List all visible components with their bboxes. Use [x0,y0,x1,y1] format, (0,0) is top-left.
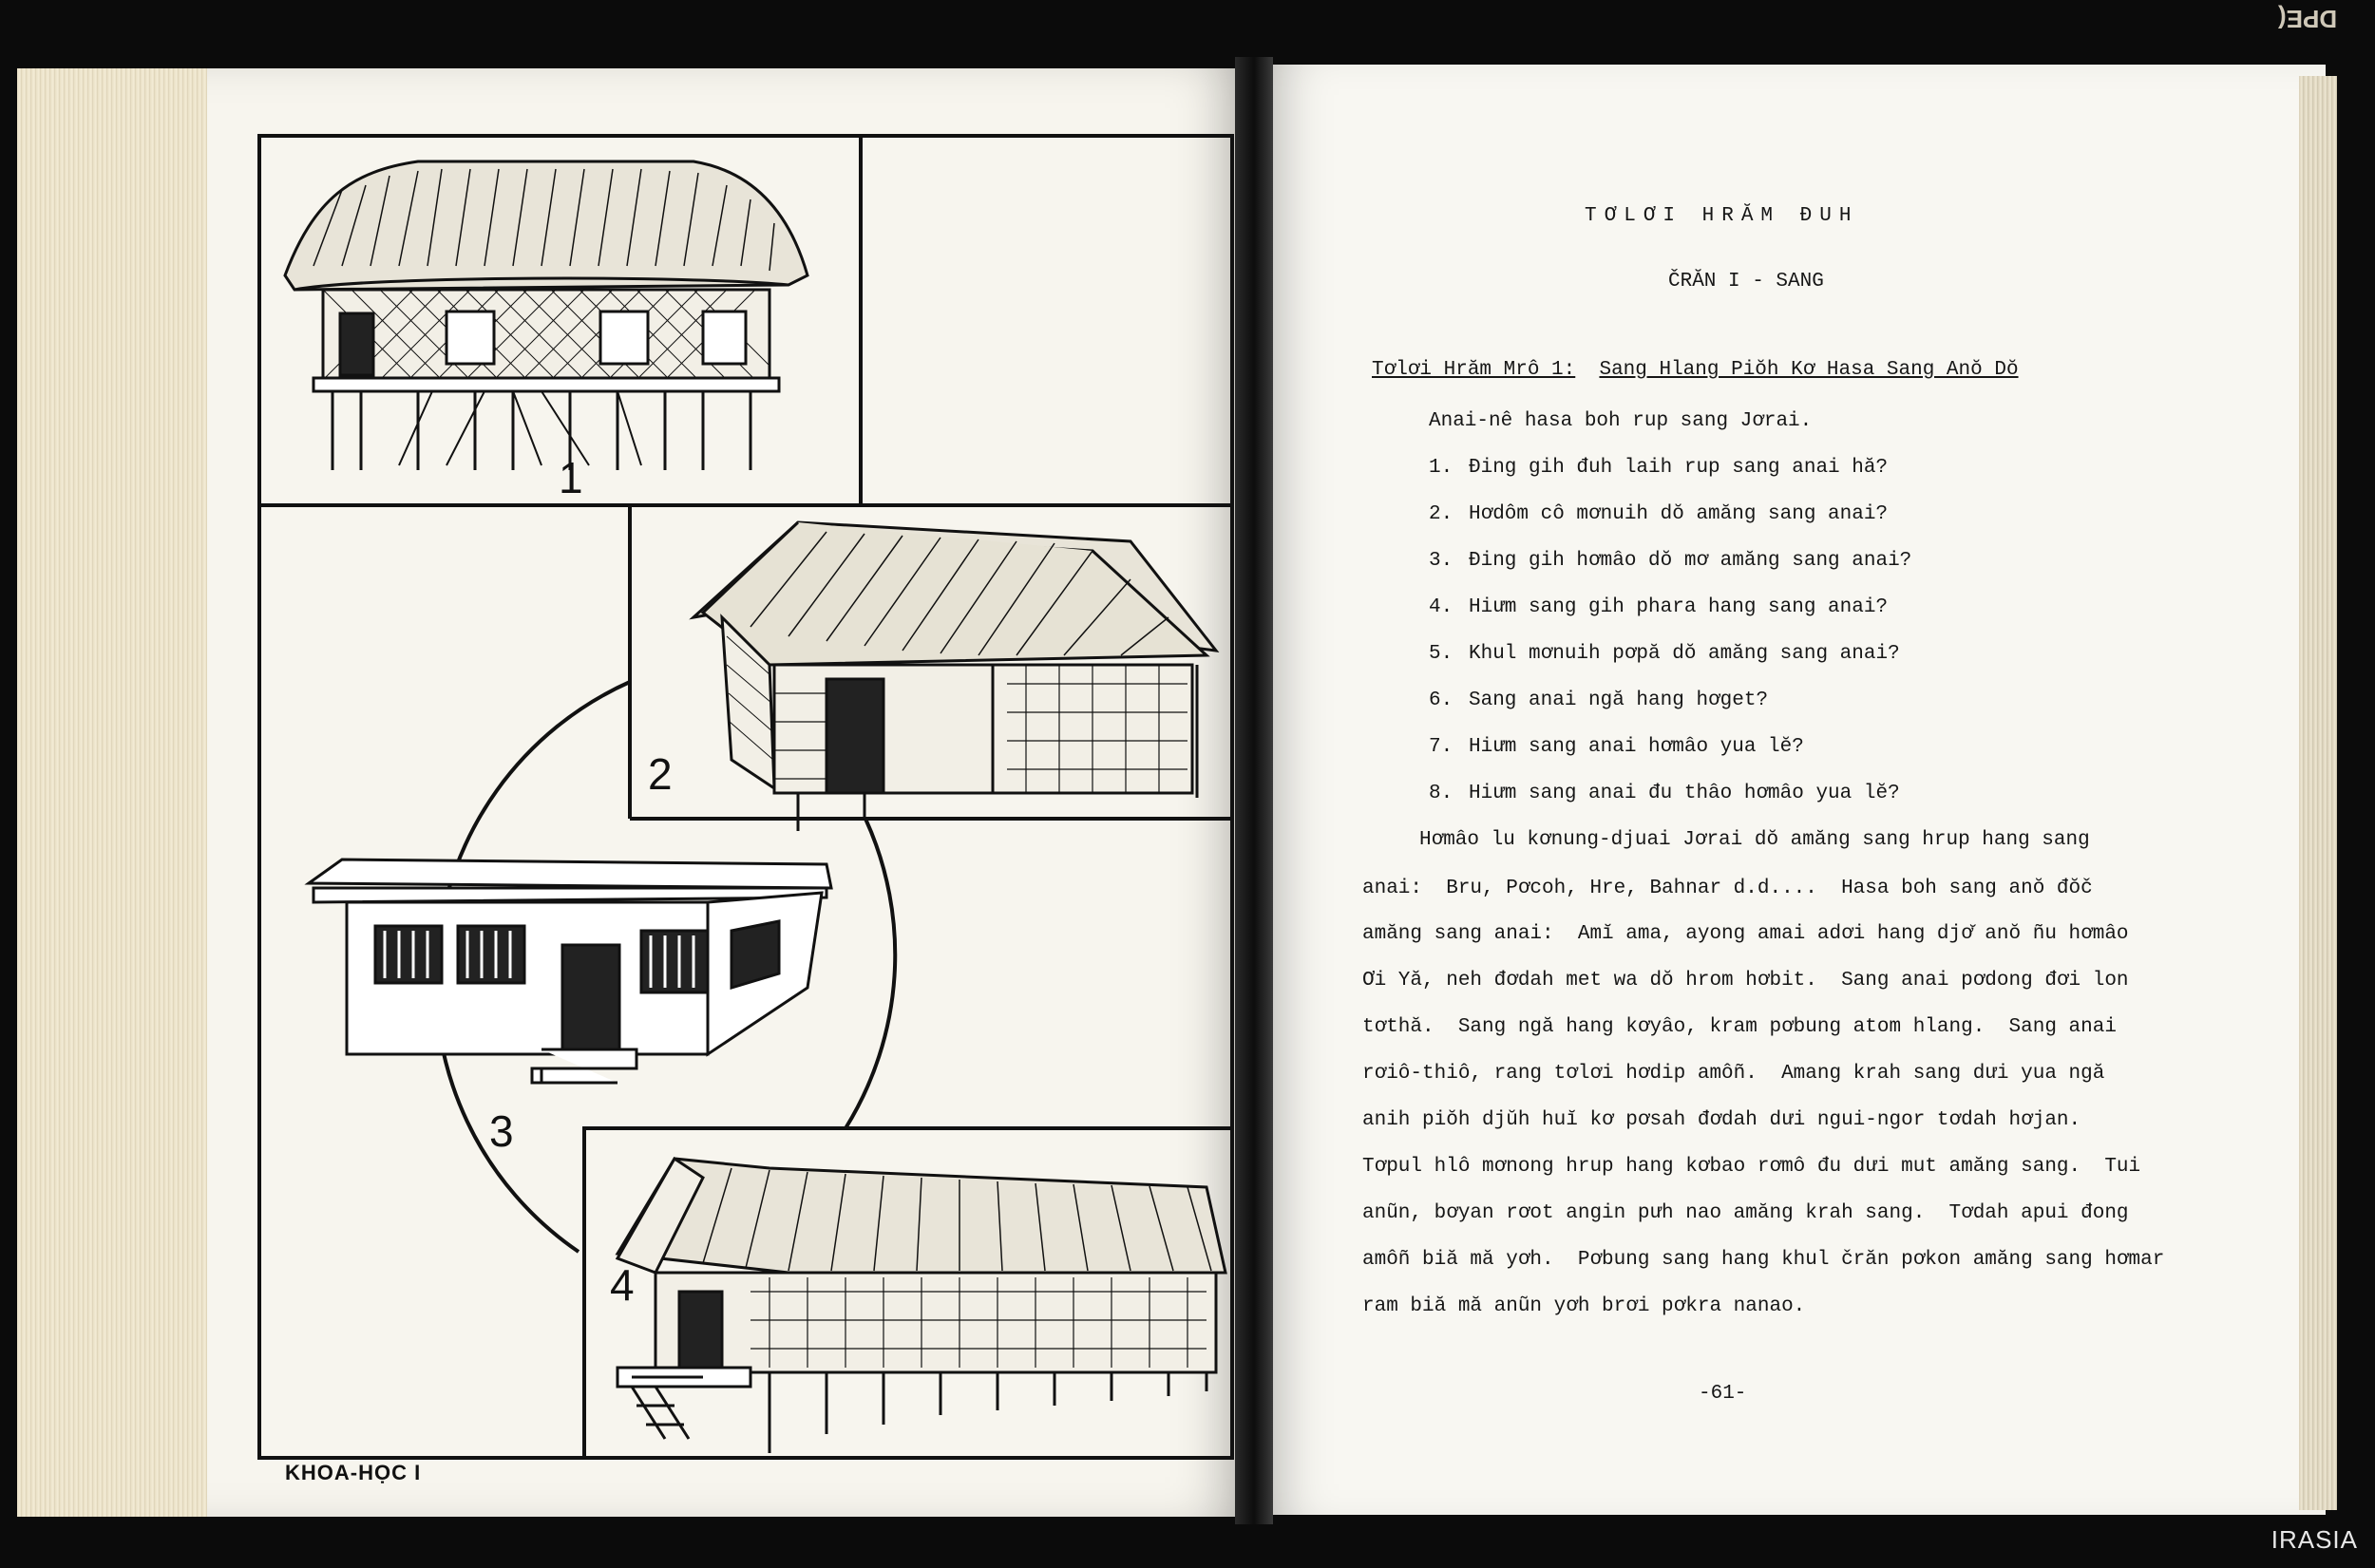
question-text: Hiưm sang anai hơmâo yua lĕ? [1469,736,1804,758]
question-number: 4. [1429,596,1454,618]
chapter-subtitle: ČRĂN I - SANG [1668,271,1824,293]
house-3-drawing [309,860,831,1083]
paragraph-line-7: anih piŏh djŭh huĭ kơ pơsah đơdah dưi ngui-ngor tơdah hơjan. [1362,1109,2081,1131]
question-text: Khul mơnuih pơpă dŏ amăng sang anai? [1469,643,1900,665]
figure-number-4: 4 [610,1260,635,1310]
right-page-edges [2299,76,2337,1510]
question-number: 8. [1429,783,1454,804]
paragraph-line-4: Ơi Yă, neh đơdah met wa dŏ hrom hơbit. Sang anai pơdong đơi lon [1362,970,2129,992]
house-1-drawing [285,161,808,470]
left-page-edges [17,68,207,1517]
watermark: IRASIA [2270,1525,2358,1554]
paragraph-line-2: anai: Bru, Pơcoh, Hre, Bahnar d.d.... Hasa boh sang anŏ đŏč [1362,878,2093,899]
question-5 [1429,643,1900,665]
figure-number-2: 2 [648,749,673,799]
figure-number-3: 3 [489,1106,514,1156]
intro-line: Anai-nê hasa boh rup sang Jơrai. [1429,410,1813,432]
paragraph-line-9: anũn, bơyan rơot angin pưh nao amăng krah sang. Tơdah apui đong [1362,1202,2129,1224]
paragraph-line-6: rơiô-thiô, rang tơlơi hơdip amôñ. Amang krah sang dưi yua ngă [1362,1063,2105,1085]
panel-frame [256,133,1235,1463]
question-3 [1429,550,1911,572]
series-label: KHOA-HỌC I [285,1461,422,1484]
question-number: 5. [1429,643,1454,665]
question-6 [1429,690,1768,711]
corner-text: DPE( [2277,5,2337,33]
paragraph-line-11: ram biă mă anũn yơh brơi pơkra nanao. [1362,1295,1806,1317]
question-7 [1429,736,1804,758]
lesson-heading [1372,359,2019,381]
question-text: Hơdôm cô mơnuih dŏ amăng sang anai? [1469,503,1889,525]
question-text: Sang anai ngă hang hơget? [1469,690,1769,711]
question-1 [1429,457,1888,479]
page-number: -61- [1699,1383,1747,1405]
house-illustration-panel [256,133,1235,1463]
paragraph-line-5: tơthă. Sang ngă hang kơyâo, kram pơbung atom hlang. Sang anai [1362,1016,2117,1038]
paragraph-line-3: amăng sang anai: Amĭ ama, ayong amai adơi hang djơ̆ anŏ ñu hơmâo [1362,923,2129,945]
house-2-drawing [694,522,1216,831]
paragraph-line-8: Tơpul hlô mơnong hrup hang kơbao rơmô đu dưi mut amăng sang. Tui [1362,1156,2141,1178]
question-text: Hiưm sang anai đu thâo hơmâo yua lĕ? [1469,783,1900,804]
figure-number-1: 1 [559,453,583,502]
show-through-text [1928,302,1939,321]
question-text: Đing gih đuh laih rup sang anai hă? [1469,457,1889,479]
question-2 [1429,503,1888,525]
question-text: Đing gih hơmâo dŏ mơ amăng sang anai? [1469,550,1912,572]
question-8 [1429,783,1900,804]
paragraph-line-1: Hơmâo lu kơnung-djuai Jơrai dŏ amăng sang hrup hang sang [1419,829,2090,851]
page-title: TƠLƠI HRĂM ĐUH [1585,205,1859,227]
question-number: 7. [1429,736,1454,758]
book-gutter [1235,57,1273,1524]
question-4 [1429,596,1888,618]
question-number: 6. [1429,690,1454,711]
lesson-title: Sang Hlang Piŏh Kơ Hasa Sang Anŏ Dŏ [1599,359,2019,381]
paragraph-line-10: amôñ biă mă yơh. Pơbung sang hang khul črăn pơkon amăng sang hơmar [1362,1249,2165,1271]
question-number: 2. [1429,503,1454,525]
question-number: 3. [1429,550,1454,572]
lesson-prefix: Tơlơi Hrăm Mrô 1: [1372,359,1576,381]
question-text: Hiưm sang gih phara hang sang anai? [1469,596,1889,618]
house-4-drawing [618,1159,1226,1453]
question-number: 1. [1429,457,1454,479]
